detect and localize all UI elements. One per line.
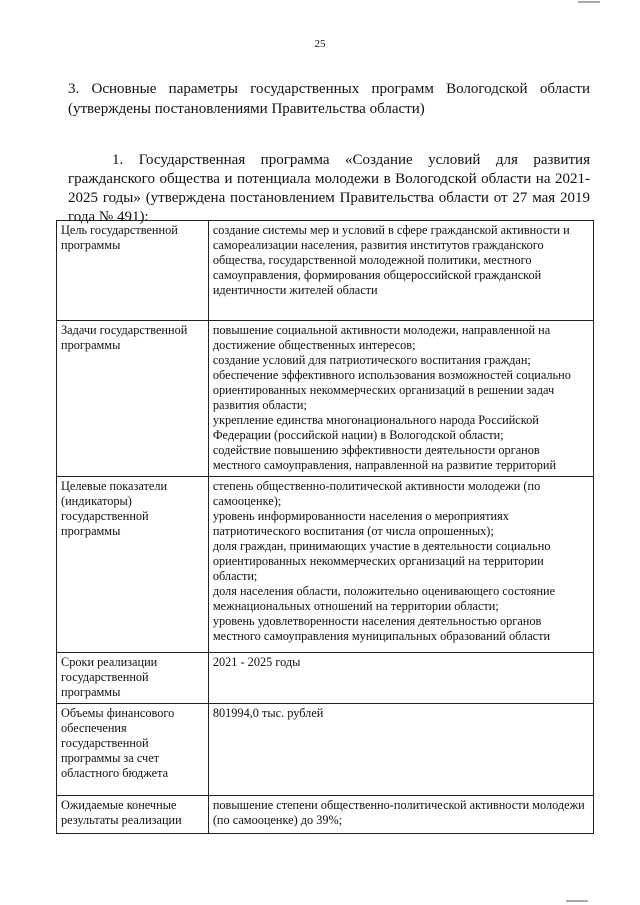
results-value: повышение степени общественно-политической активности молодежи (по самооценке) до 39%;: [208, 796, 593, 834]
task-item: обеспечение эффективного использования возможностей социально ориентированных некоммерческих организаций в решении задач развития области;: [212, 368, 571, 412]
table-row-indicators: [57, 477, 594, 653]
table-row-results: [57, 796, 594, 834]
task-item: содействие повышению эффективности деятельности органов местного самоуправления, направленной на развитие территорий: [212, 443, 557, 472]
section-heading: 3. Основные параметры государственных программ Вологодской области (утверждены постановлениями Правительства области): [68, 81, 590, 117]
table-row-terms: [57, 653, 594, 704]
terms-label: Сроки реализации государственной программы: [57, 653, 209, 704]
task-item: укрепление единства многонационального народа Российской Федерации (российской нации) в Вологодской области;: [212, 413, 539, 442]
goal-value: создание системы мер и условий в сфере гражданской активности и самореализации населения, развития институтов гражданского общества, государственной молодежной политики, местного самоуправления, формирования общероссийской гражданской идентичности жителей области: [208, 221, 593, 321]
results-label: Ожидаемые конечные результаты реализации: [57, 796, 209, 834]
funding-label: Объемы финансового обеспечения государственной программы за счет областного бюджета: [57, 704, 209, 796]
table-row-tasks: [57, 321, 594, 477]
scan-artifact-top: [578, 1, 600, 3]
scan-artifact-bottom: [566, 900, 588, 902]
program-intro: 1. Государственная программа «Создание условий для развития гражданского общества и потенциала молодежи в Вологодской области на 2021-2025 годы» (утверждена постановлением Правительства области от 27 мая 2019 года № 491):: [68, 152, 590, 225]
task-item: повышение социальной активности молодежи, направленной на достижение общественных интересов;: [212, 323, 551, 352]
page-number: 25: [314, 38, 326, 50]
indicator-item: уровень информированности населения о мероприятиях патриотического воспитания (от числа опрошенных);: [212, 509, 509, 538]
table-row-goal: [57, 221, 594, 321]
task-item: создание условий для патриотического воспитания граждан;: [212, 353, 531, 367]
tasks-value: [208, 321, 593, 477]
indicator-item: доля населения области, положительно оценивающего состояние межнациональных отношений на территории области;: [212, 584, 556, 613]
indicator-item: уровень удовлетворенности населения деятельностью органов местного самоуправления муниципальных образований области: [212, 614, 551, 643]
table-row-funding: [57, 704, 594, 796]
indicators-value: [208, 477, 593, 653]
program-passport-table: [56, 220, 594, 834]
funding-value: 801994,0 тыс. рублей: [208, 704, 593, 796]
terms-value: 2021 - 2025 годы: [208, 653, 593, 704]
indicator-item: доля граждан, принимающих участие в деятельности социально ориентированных некоммерческих организаций на территории области;: [212, 539, 551, 583]
indicators-label: Целевые показатели (индикаторы) государственной программы: [57, 477, 209, 653]
tasks-label: Задачи государственной программы: [57, 321, 209, 477]
indicator-item: степень общественно-политической активности молодежи (по самооценке);: [212, 479, 541, 508]
goal-label: Цель государственной программы: [57, 221, 209, 321]
